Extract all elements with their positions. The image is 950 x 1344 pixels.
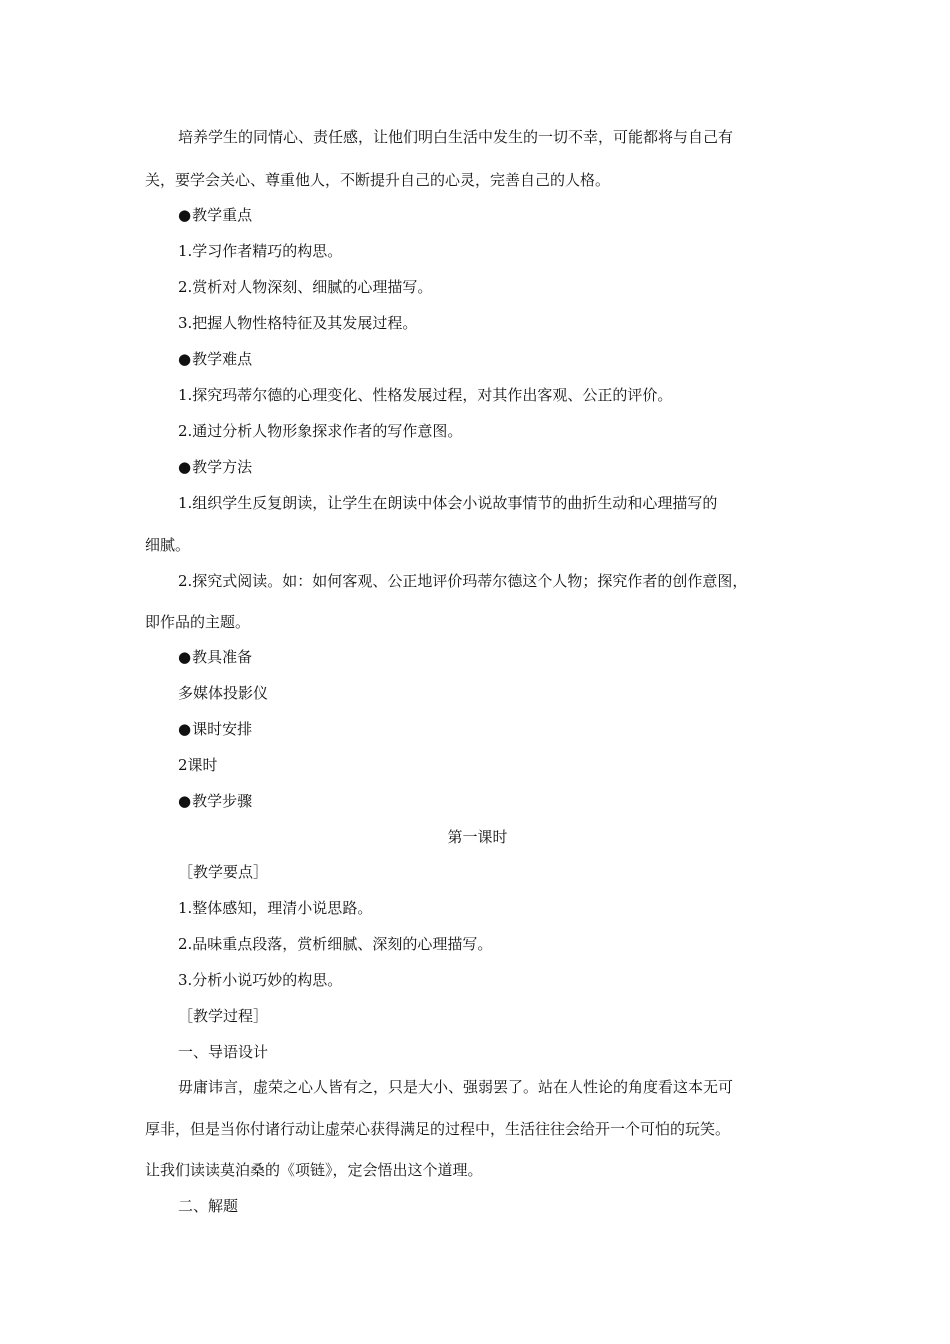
- list-item: 2.通过分析人物形象探求作者的写作意图。: [178, 422, 463, 440]
- subheading: ［教学要点］: [178, 863, 269, 881]
- section-heading: ● 教学重点: [178, 205, 843, 225]
- list-item: 2.赏析对人物深刻、细腻的心理描写。: [178, 278, 433, 296]
- section-heading: ● 课时安排: [178, 719, 843, 739]
- section-heading: ● 教学方法: [178, 457, 843, 477]
- section-number-heading: 二、解题: [178, 1197, 239, 1215]
- list-item-continuation: 细腻。: [145, 536, 191, 554]
- list-item: 3.分析小说巧妙的构思。: [178, 971, 343, 989]
- paragraph-line: 让我们读读莫泊桑的《项链》，定会悟出这个道理。: [145, 1161, 483, 1179]
- lesson-title: 第一课时: [447, 828, 508, 846]
- list-item: 2.品味重点段落，赏析细腻、深刻的心理描写。: [178, 935, 493, 953]
- section-heading: ● 教学步骤: [178, 791, 843, 811]
- paragraph-line: 2课时: [178, 756, 218, 774]
- list-item: 2.探究式阅读。如：如何客观、公正地评价玛蒂尔德这个人物；探究作者的创作意图，: [178, 572, 748, 590]
- section-number-heading: 一、导语设计: [178, 1043, 269, 1061]
- list-item: 1.组织学生反复朗读，让学生在朗读中体会小说故事情节的曲折生动和心理描写的: [178, 494, 718, 512]
- list-item: 1.学习作者精巧的构思。: [178, 242, 343, 260]
- list-item: 1.探究玛蒂尔德的心理变化、性格发展过程，对其作出客观、公正的评价。: [178, 386, 673, 404]
- list-item-continuation: 即作品的主题。: [145, 613, 251, 631]
- section-heading: ● 教学难点: [178, 349, 843, 369]
- list-item: 1.整体感知，理清小说思路。: [178, 899, 373, 917]
- paragraph-line: 培养学生的同情心、责任感，让他们明白生活中发生的一切不幸，可能都将与自己有: [178, 128, 734, 146]
- subheading: ［教学过程］: [178, 1007, 269, 1025]
- paragraph-line: 关，要学会关心、尊重他人，不断提升自己的心灵，完善自己的人格。: [145, 171, 611, 189]
- paragraph-line: 多媒体投影仪: [178, 684, 269, 702]
- paragraph-line: 厚非，但是当你付诸行动让虚荣心获得满足的过程中，生活往往会给开一个可怕的玩笑。: [145, 1120, 731, 1138]
- list-item: 3.把握人物性格特征及其发展过程。: [178, 314, 418, 332]
- paragraph-line: 毋庸讳言，虚荣之心人皆有之，只是大小、强弱罢了。站在人性论的角度看这本无可: [178, 1078, 734, 1096]
- section-heading: ● 教具准备: [178, 647, 843, 667]
